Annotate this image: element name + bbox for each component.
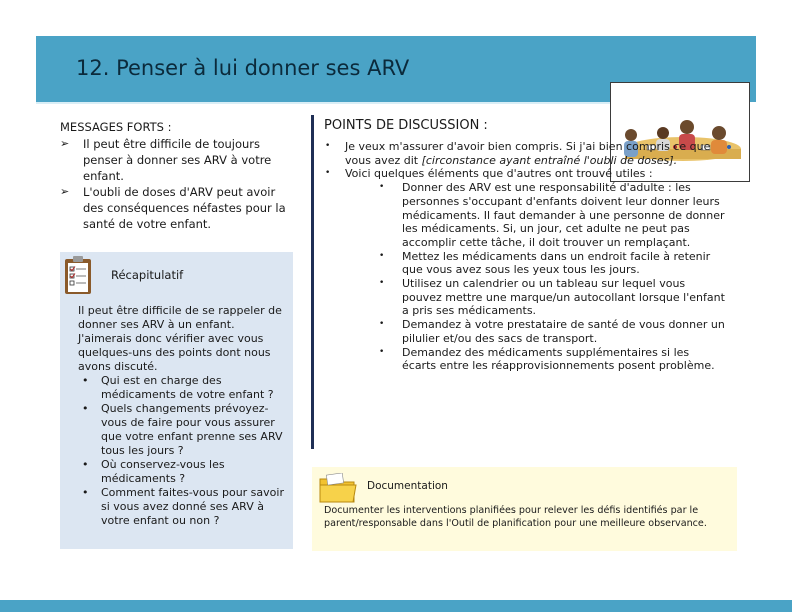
key-messages-list [60, 136, 290, 232]
discussion-body [324, 140, 726, 373]
list-item: ➢ Il peut être difficile de toujours penser à donner ses ARV à votre enfant. [60, 137, 272, 183]
documentation-title: Documentation [367, 480, 448, 492]
list-item: ➢ L'oubli de doses d'ARV peut avoir des conséquences néfastes pour la santé de votre enfant. [60, 185, 286, 231]
footer-band [0, 600, 792, 612]
folder-icon [318, 473, 358, 505]
column-divider [311, 115, 314, 449]
list-item: • Qui est en charge des médicaments de votre enfant ? [82, 374, 274, 401]
list-item: • Mettez les médicaments dans un endroit facile à retenir que vous avez sous les yeux tous les jours. [379, 249, 711, 277]
discussion-title: POINTS DE DISCUSSION : [324, 118, 488, 133]
list-item: • Comment faites-vous pour savoir si vous avez donné ses ARV à votre enfant ou non ? [82, 486, 284, 527]
list-item: • Demandez des médicaments supplémentaires si les écarts entre les réapprovisionnements posent problème. [379, 345, 715, 373]
recap-body [78, 304, 290, 528]
recap-title: Récapitulatif [111, 268, 184, 282]
page-title: 12. Penser à lui donner ses ARV [76, 56, 410, 80]
arrow-bullet-icon: ➢ [60, 137, 70, 150]
recap-intro: Il peut être difficile de se rappeler de donner ses ARV à un enfant. J'aimerais donc vérifier avec vous quelques-uns des points dont nous avons discuté. [78, 304, 282, 373]
arrow-bullet-icon: ➢ [60, 185, 70, 198]
recap-questions [78, 374, 290, 528]
list-item: • Voici quelques éléments que d'autres ont trouvé utiles : • Donner des ARV est une responsabilité d'adulte : les personnes s'occupant d'enfants doivent leur donner leurs médicaments. Il faut demander à une personne de donner les médicaments. Si, un jour, cet adulte ne peut pas accomplir cette tâche, il doit trouver un remplaçant. • Mettez les médicaments dans un endroit facile à retenir que vous avez sous les yeux tous les jours. • Utilisez un calendrier ou un tableau sur lequel vous pouvez mettre une marque/un autocollant lorsque l'enfant a pris ses médicaments. • Demandez à votre prestataire de santé de vous donner un pilulier et/ou des sacs de transport. • Demandez des médicaments supplémentaires si les écarts entre les réapprovisionnements posent problème. [325, 167, 725, 373]
list-item: • Utilisez un calendrier ou un tableau sur lequel vous pouvez mettre une marque/un autocollant lorsque l'enfant a pris ses médicaments. [379, 277, 725, 318]
list-item: • Donner des ARV est une responsabilité d'adulte : les personnes s'occupant d'enfants doivent leur donner leurs médicaments. Il faut demander à une personne de donner les médicaments. Si, un jour, cet adulte ne peut pas accomplir cette tâche, il doit trouver un remplaçant. [379, 181, 725, 249]
list-item: • Demandez à votre prestataire de santé de vous donner un pilulier et/ou des sacs de transport. [379, 318, 725, 345]
list-item: • Quels changements prévoyez-vous de faire pour vous assurer que votre enfant prenne ses ARV tous les jours ? [82, 402, 283, 457]
list-item: • Où conservez-vous les médicaments ? [82, 458, 225, 485]
key-messages-title: MESSAGES FORTS : [60, 120, 172, 134]
list-item: • Je veux m'assurer d'avoir bien compris. Si j'ai bien compris ce que vous avez dit [circonstance ayant entraîné l'oubli de doses]. [325, 140, 711, 167]
documentation-text: Documenter les interventions planifiées pour relever les défis identifiés par le parent/responsable dans l'Outil de planification pour une meilleure observance. [324, 505, 707, 529]
clipboard-checklist-icon [64, 255, 92, 295]
